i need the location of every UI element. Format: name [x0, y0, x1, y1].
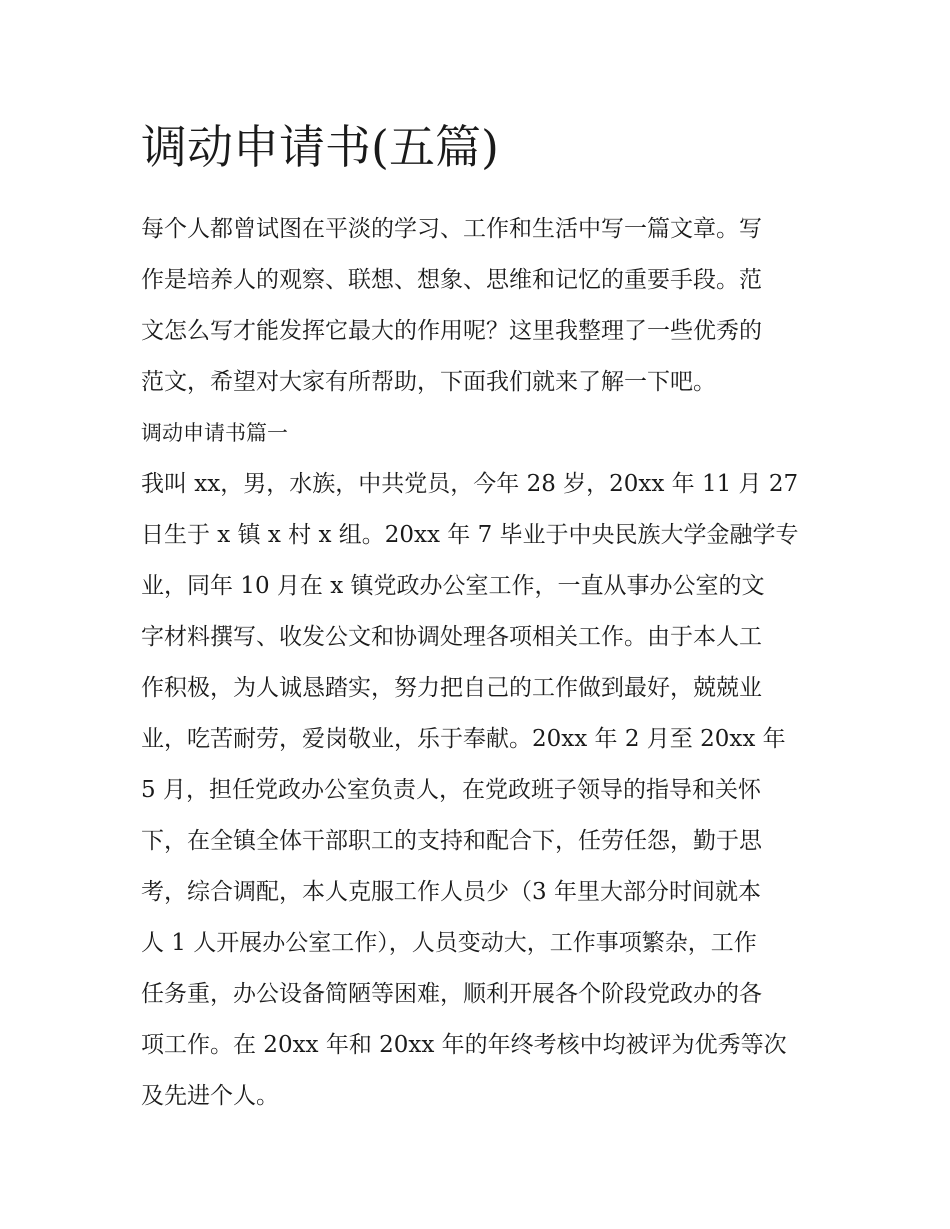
- intro-line: 每个人都曾试图在平淡的学习、工作和生活中写一篇文章。写: [141, 216, 762, 242]
- intro-line: 文怎么写才能发挥它最大的作用呢？这里我整理了一些优秀的: [141, 318, 762, 344]
- intro-line: 范文，希望对大家有所帮助，下面我们就来了解一下吧。: [141, 369, 716, 395]
- intro-paragraph: [141, 204, 811, 408]
- body-line: 人 1 人开展办公室工作），人员变动大，工作事项繁杂，工作: [141, 930, 757, 956]
- body-line: 字材料撰写、收发公文和协调处理各项相关工作。由于本人工: [141, 624, 762, 650]
- body-line: 日生于 x 镇 x 村 x 组。20xx 年 7 毕业于中央民族大学金融学专: [141, 522, 799, 548]
- body-line: 下，在全镇全体干部职工的支持和配合下，任劳任怨，勤于思: [141, 828, 762, 854]
- body-line: 考，综合调配，本人克服工作人员少（3 年里大部分时间就本: [141, 879, 761, 905]
- document-title: 调动申请书(五篇): [141, 120, 499, 174]
- body-line: 5 月，担任党政办公室负责人，在党政班子领导的指导和关怀: [141, 777, 761, 803]
- body-line: 业，吃苦耐劳，爱岗敬业，乐于奉献。20xx 年 2 月至 20xx 年: [141, 726, 786, 752]
- section-heading: 调动申请书篇一: [141, 421, 288, 445]
- body-line: 我叫 xx，男，水族，中共党员，今年 28 岁，20xx 年 11 月 27: [141, 471, 799, 497]
- body-line: 及先进个人。: [141, 1083, 279, 1109]
- body-line: 业，同年 10 月在 x 镇党政办公室工作，一直从事办公室的文: [141, 573, 765, 599]
- body-line: 作积极，为人诚恳踏实，努力把自己的工作做到最好，兢兢业: [141, 675, 762, 701]
- body-line: 任务重，办公设备简陋等困难，顺利开展各个阶段党政办的各: [141, 981, 762, 1007]
- body-paragraph: [141, 459, 811, 1122]
- intro-line: 作是培养人的观察、联想、想象、思维和记忆的重要手段。范: [141, 267, 762, 293]
- document-page: [141, 112, 811, 1122]
- body-line: 项工作。在 20xx 年和 20xx 年的年终考核中均被评为优秀等次: [141, 1032, 787, 1058]
